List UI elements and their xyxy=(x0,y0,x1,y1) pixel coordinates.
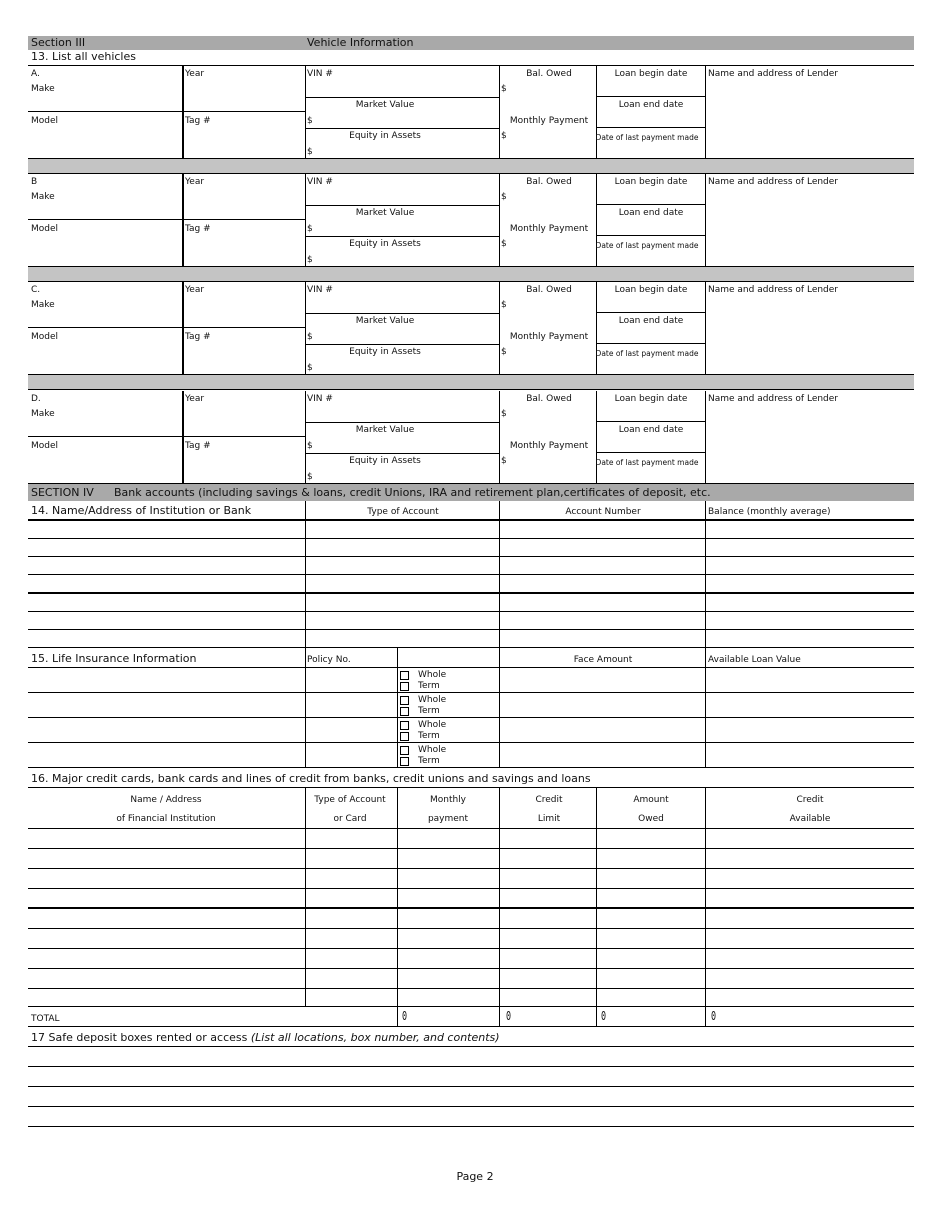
item-17-title xyxy=(31,1032,500,1043)
dollar-sign: $ xyxy=(307,363,313,373)
bank-name-cell[interactable] xyxy=(29,539,304,555)
make-label: Make xyxy=(31,84,55,94)
credit-col-header: Limit xyxy=(537,814,561,824)
whole-label: Whole xyxy=(418,720,447,730)
loan-end-label: Loan end date xyxy=(618,316,684,326)
credit-col-header: Available xyxy=(789,814,831,824)
monthly-payment-label: Monthly Payment xyxy=(509,441,589,451)
rule-line xyxy=(28,848,914,849)
rule-line xyxy=(397,788,398,1026)
credit-col-header: Amount xyxy=(633,795,669,805)
separator-band xyxy=(28,267,914,281)
equity-label: Equity in Assets xyxy=(349,239,421,249)
term-label: Term xyxy=(418,756,440,766)
rule-line xyxy=(305,66,306,158)
dollar-sign: $ xyxy=(307,472,313,482)
lender-label: Name and address of Lender xyxy=(708,69,839,79)
rule-line xyxy=(28,281,914,282)
last-payment-label: Date of last payment made xyxy=(595,241,699,250)
dollar-sign: $ xyxy=(307,255,313,265)
item-14-title: 14. Name/Address of Institution or Bank xyxy=(31,504,252,517)
loan-end-label: Loan end date xyxy=(618,425,684,435)
page-number: Page 2 xyxy=(456,1170,494,1183)
term-checkbox[interactable] xyxy=(400,757,409,766)
rule-line xyxy=(705,174,706,266)
rule-line xyxy=(28,1006,914,1007)
dollar-sign: $ xyxy=(501,456,507,466)
rule-line xyxy=(28,988,914,989)
rule-line xyxy=(305,282,306,374)
rule-line xyxy=(28,111,305,112)
rule-line xyxy=(28,1066,914,1067)
rule-line xyxy=(499,501,500,648)
bank-name-cell[interactable] xyxy=(29,575,304,591)
market-value-label: Market Value xyxy=(355,100,415,110)
rule-line xyxy=(705,282,706,374)
rule-line xyxy=(305,788,306,1006)
rule-line xyxy=(596,421,705,422)
bank-name-cell[interactable] xyxy=(29,557,304,573)
rule-line xyxy=(182,174,184,266)
bal-owed-label: Bal. Owed xyxy=(526,285,572,295)
rule-line xyxy=(499,282,500,374)
col-balance: Balance (monthly average) xyxy=(708,507,831,517)
rule-line xyxy=(305,501,306,648)
make-label: Make xyxy=(31,300,55,310)
rule-line xyxy=(28,742,914,743)
rule-line xyxy=(305,313,499,314)
section-3-title: Vehicle Information xyxy=(307,36,414,49)
rule-line xyxy=(499,391,500,483)
lender-label: Name and address of Lender xyxy=(708,394,839,404)
rule-line xyxy=(28,1026,914,1027)
term-checkbox[interactable] xyxy=(400,682,409,691)
rule-line xyxy=(596,452,705,453)
dollar-sign: $ xyxy=(501,84,507,94)
equity-label: Equity in Assets xyxy=(349,131,421,141)
credit-col-header: Name / Address xyxy=(130,795,202,805)
rule-line xyxy=(305,174,306,266)
vin-label: VIN # xyxy=(307,394,333,404)
dollar-sign: $ xyxy=(501,131,507,141)
rule-line xyxy=(182,391,184,483)
vin-label: VIN # xyxy=(307,285,333,295)
tag-label: Tag # xyxy=(185,116,211,126)
year-label: Year xyxy=(185,285,205,295)
item-16-title: 16. Major credit cards, bank cards and lines of credit from banks, credit unions and savings and loans xyxy=(31,772,591,785)
bal-owed-label: Bal. Owed xyxy=(526,177,572,187)
rule-line xyxy=(596,127,705,128)
rule-line xyxy=(28,1046,914,1047)
rule-line xyxy=(28,1126,914,1127)
rule-line xyxy=(28,868,914,869)
rule-line xyxy=(705,648,706,767)
dollar-sign: $ xyxy=(501,409,507,419)
rule-line xyxy=(305,391,306,483)
rule-line xyxy=(305,97,499,98)
whole-label: Whole xyxy=(418,670,447,680)
loan-begin-label: Loan begin date xyxy=(614,285,688,295)
rule-line xyxy=(596,282,597,374)
rule-line xyxy=(596,174,597,266)
bank-name-cell[interactable] xyxy=(29,593,304,609)
last-payment-label: Date of last payment made xyxy=(595,458,699,467)
total-credit-limit: 0 xyxy=(506,1009,512,1023)
loan-begin-label: Loan begin date xyxy=(614,394,688,404)
rule-line xyxy=(596,96,705,97)
item-17-note: (List all locations, box number, and contents) xyxy=(250,1031,500,1044)
whole-checkbox[interactable] xyxy=(400,746,409,755)
rule-line xyxy=(28,647,914,648)
rule-line xyxy=(28,389,914,390)
year-label: Year xyxy=(185,69,205,79)
bank-name-cell[interactable] xyxy=(29,611,304,627)
market-value-label: Market Value xyxy=(355,316,415,326)
rule-line xyxy=(705,788,706,1026)
dollar-sign: $ xyxy=(307,147,313,157)
section-4-title: Bank accounts (including savings & loans, credit Unions, IRA and retirement plan,certificates of deposit, etc. xyxy=(114,486,711,499)
section-4-label: SECTION IV xyxy=(31,486,94,499)
bal-owed-label: Bal. Owed xyxy=(526,69,572,79)
item-17-label: 17 Safe deposit boxes rented or access xyxy=(31,1031,248,1044)
bank-name-cell[interactable] xyxy=(29,521,304,537)
term-label: Term xyxy=(418,731,440,741)
loan-begin-label: Loan begin date xyxy=(614,177,688,187)
credit-col-header: of Financial Institution xyxy=(116,814,216,824)
loan-begin-label: Loan begin date xyxy=(614,69,688,79)
vehicle-letter: B xyxy=(31,177,38,187)
loan-end-label: Loan end date xyxy=(618,208,684,218)
last-payment-label: Date of last payment made xyxy=(595,349,699,358)
credit-col-header: Credit xyxy=(535,795,563,805)
separator-band xyxy=(28,159,914,173)
rule-line xyxy=(182,282,184,374)
market-value-label: Market Value xyxy=(355,208,415,218)
monthly-payment-label: Monthly Payment xyxy=(509,224,589,234)
model-label: Model xyxy=(31,441,59,451)
dollar-sign: $ xyxy=(307,441,313,451)
credit-col-header: or Card xyxy=(333,814,367,824)
vin-label: VIN # xyxy=(307,177,333,187)
col-face-amount: Face Amount xyxy=(573,655,633,665)
rule-line xyxy=(28,888,914,889)
rule-line xyxy=(28,173,914,174)
rule-line xyxy=(499,174,500,266)
rule-line xyxy=(28,717,914,718)
make-label: Make xyxy=(31,192,55,202)
rule-line xyxy=(596,312,705,313)
whole-checkbox[interactable] xyxy=(400,671,409,680)
vehicle-letter: A. xyxy=(31,69,40,79)
model-label: Model xyxy=(31,332,59,342)
dollar-sign: $ xyxy=(501,300,507,310)
col-policy-no: Policy No. xyxy=(307,655,351,665)
dollar-sign: $ xyxy=(307,116,313,126)
credit-col-header: Credit xyxy=(796,795,824,805)
dollar-sign: $ xyxy=(501,192,507,202)
rule-line xyxy=(499,788,500,1026)
whole-checkbox[interactable] xyxy=(400,721,409,730)
rule-line xyxy=(28,1086,914,1087)
tag-label: Tag # xyxy=(185,441,211,451)
credit-col-header: Owed xyxy=(638,814,664,824)
rule-line xyxy=(596,788,597,1026)
rule-line xyxy=(28,219,305,220)
equity-label: Equity in Assets xyxy=(349,347,421,357)
total-label: TOTAL xyxy=(31,1014,60,1024)
dollar-sign: $ xyxy=(501,347,507,357)
dollar-sign: $ xyxy=(307,332,313,342)
rule-line xyxy=(28,828,914,829)
year-label: Year xyxy=(185,177,205,187)
rule-line xyxy=(28,667,914,668)
total-credit-available: 0 xyxy=(711,1009,717,1023)
col-available-loan-value: Available Loan Value xyxy=(708,655,801,665)
rule-line xyxy=(28,907,914,909)
rule-line xyxy=(305,205,499,206)
item-15-title: 15. Life Insurance Information xyxy=(31,652,197,665)
divider xyxy=(28,65,914,66)
dollar-sign: $ xyxy=(307,224,313,234)
rule-line xyxy=(28,968,914,969)
tag-label: Tag # xyxy=(185,332,211,342)
item-13-title: 13. List all vehicles xyxy=(31,50,136,63)
rule-line xyxy=(28,767,914,768)
rule-line xyxy=(596,391,597,483)
term-checkbox[interactable] xyxy=(400,707,409,716)
rule-line xyxy=(28,787,914,788)
rule-line xyxy=(305,648,306,767)
vin-label: VIN # xyxy=(307,69,333,79)
rule-line xyxy=(182,66,184,158)
rule-line xyxy=(596,66,597,158)
bank-name-cell[interactable] xyxy=(29,629,304,645)
monthly-payment-label: Monthly Payment xyxy=(509,116,589,126)
rule-line xyxy=(596,204,705,205)
term-checkbox[interactable] xyxy=(400,732,409,741)
last-payment-label: Date of last payment made xyxy=(595,133,699,142)
vehicle-letter: C. xyxy=(31,285,41,295)
rule-line xyxy=(705,501,706,648)
section-3-label: Section III xyxy=(31,36,86,49)
credit-col-header: payment xyxy=(427,814,469,824)
bal-owed-label: Bal. Owed xyxy=(526,394,572,404)
rule-line xyxy=(499,648,500,767)
rule-line xyxy=(596,343,705,344)
rule-line xyxy=(305,344,499,345)
term-label: Term xyxy=(418,681,440,691)
col-type-of-account: Type of Account xyxy=(367,507,439,517)
rule-line xyxy=(397,648,398,767)
total-amount-owed: 0 xyxy=(601,1009,607,1023)
rule-line xyxy=(28,928,914,929)
model-label: Model xyxy=(31,116,59,126)
equity-label: Equity in Assets xyxy=(349,456,421,466)
market-value-label: Market Value xyxy=(355,425,415,435)
term-label: Term xyxy=(418,706,440,716)
total-monthly-payment: 0 xyxy=(402,1009,408,1023)
rule-line xyxy=(305,128,499,129)
rule-line xyxy=(705,391,706,483)
col-account-number: Account Number xyxy=(565,507,641,517)
whole-label: Whole xyxy=(418,745,447,755)
credit-col-header: Type of Account xyxy=(314,795,386,805)
rule-line xyxy=(28,948,914,949)
lender-label: Name and address of Lender xyxy=(708,285,839,295)
lender-label: Name and address of Lender xyxy=(708,177,839,187)
rule-line xyxy=(305,236,499,237)
make-label: Make xyxy=(31,409,55,419)
vehicle-letter: D. xyxy=(31,394,41,404)
separator-band xyxy=(28,375,914,389)
tag-label: Tag # xyxy=(185,224,211,234)
rule-line xyxy=(705,66,706,158)
credit-col-header: Monthly xyxy=(429,795,467,805)
model-label: Model xyxy=(31,224,59,234)
rule-line xyxy=(28,692,914,693)
rule-line xyxy=(499,66,500,158)
whole-checkbox[interactable] xyxy=(400,696,409,705)
section-3-header-bar xyxy=(28,36,914,50)
monthly-payment-label: Monthly Payment xyxy=(509,332,589,342)
loan-end-label: Loan end date xyxy=(618,100,684,110)
rule-line xyxy=(28,327,305,328)
whole-label: Whole xyxy=(418,695,447,705)
rule-line xyxy=(28,436,305,437)
year-label: Year xyxy=(185,394,205,404)
rule-line xyxy=(305,422,499,423)
rule-line xyxy=(28,1106,914,1107)
rule-line xyxy=(28,483,914,484)
rule-line xyxy=(305,453,499,454)
dollar-sign: $ xyxy=(501,239,507,249)
rule-line xyxy=(596,235,705,236)
